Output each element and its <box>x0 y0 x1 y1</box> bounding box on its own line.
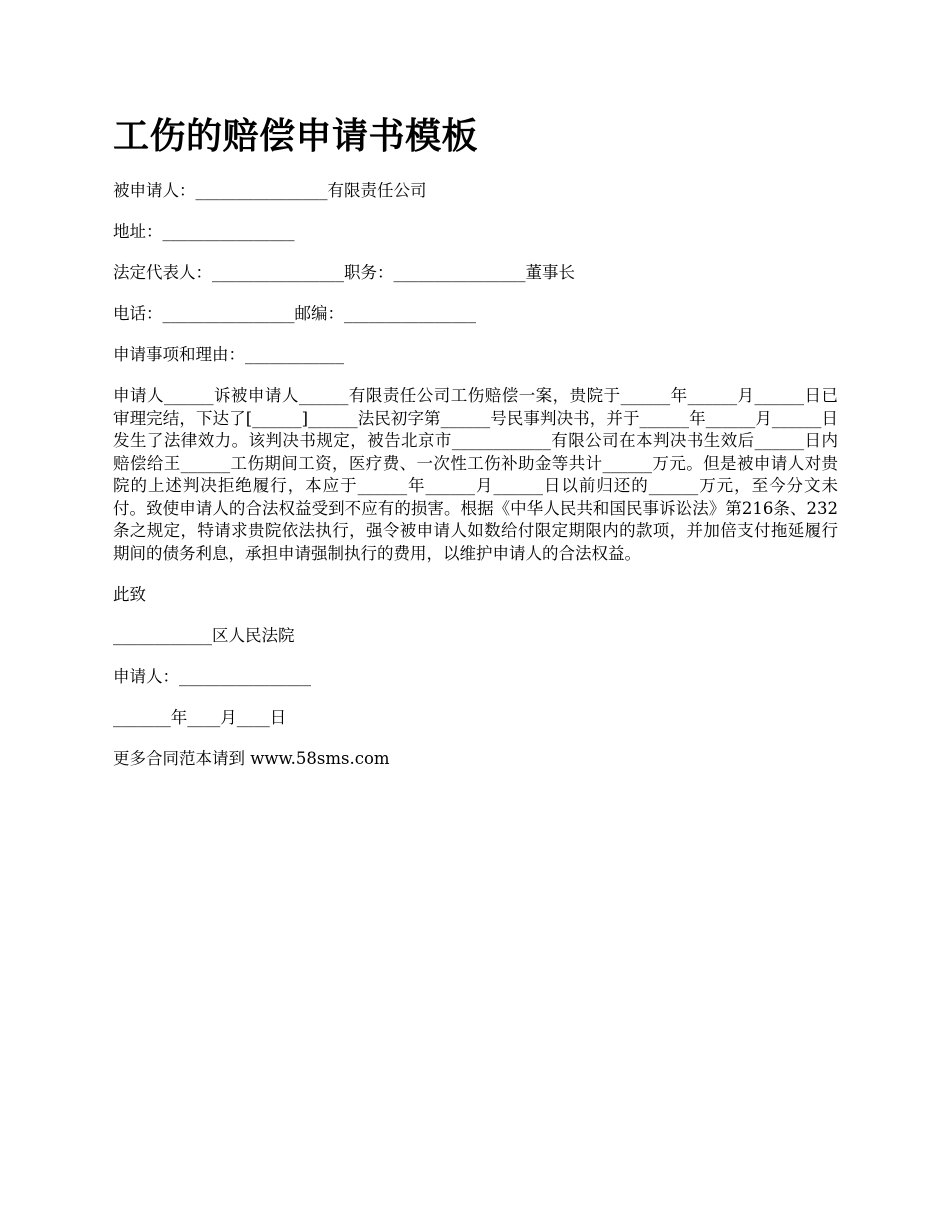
document-content <box>113 110 838 789</box>
respondent-line: 被申请人：________________有限责任公司 <box>113 181 427 200</box>
salutation-line: 此致 <box>113 585 146 604</box>
footer-line: 更多合同范本请到 www.58sms.com <box>113 749 390 768</box>
date-line: _______年____月____日 <box>113 708 287 727</box>
applicant-line: 申请人：________________ <box>113 667 311 686</box>
court-line: ____________区人民法院 <box>113 626 295 645</box>
address-line: 地址：________________ <box>113 222 295 241</box>
legal-representative-line: 法定代表人：________________职务：________________董事长 <box>113 263 575 282</box>
body-paragraph: 申请人______诉被申请人______有限责任公司工伤赔偿一案，贵院于______年______月______日已审理完结，下达了[______]______法民初字第______号民事判决书，并于______年______月______日发生了法律效力。该判决书规定，被告北京市____________有限公司在本判决书生效后______日内赔偿给王______工伤期间工资，医疗费、一次性工伤补助金等共计______万元。但是被申请人对贵院的上述判决拒绝履行，本应于______年______月______日以前归还的______万元，至今分文未付。致使申请人的合法权益受到不应有的损害。根据《中华人民共和国民事诉讼法》第216条、232条之规定，特请求贵院依法执行，强令被申请人如数给付限定期限内的款项，并加倍支付拖延履行期间的债务利息，承担申请强制执行的费用，以维护申请人的合法权益。 <box>113 386 838 563</box>
matters-line: 申请事项和理由：____________ <box>113 345 344 364</box>
phone-line: 电话：________________邮编：________________ <box>113 304 476 323</box>
document-title: 工伤的赔偿申请书模板 <box>113 115 479 157</box>
